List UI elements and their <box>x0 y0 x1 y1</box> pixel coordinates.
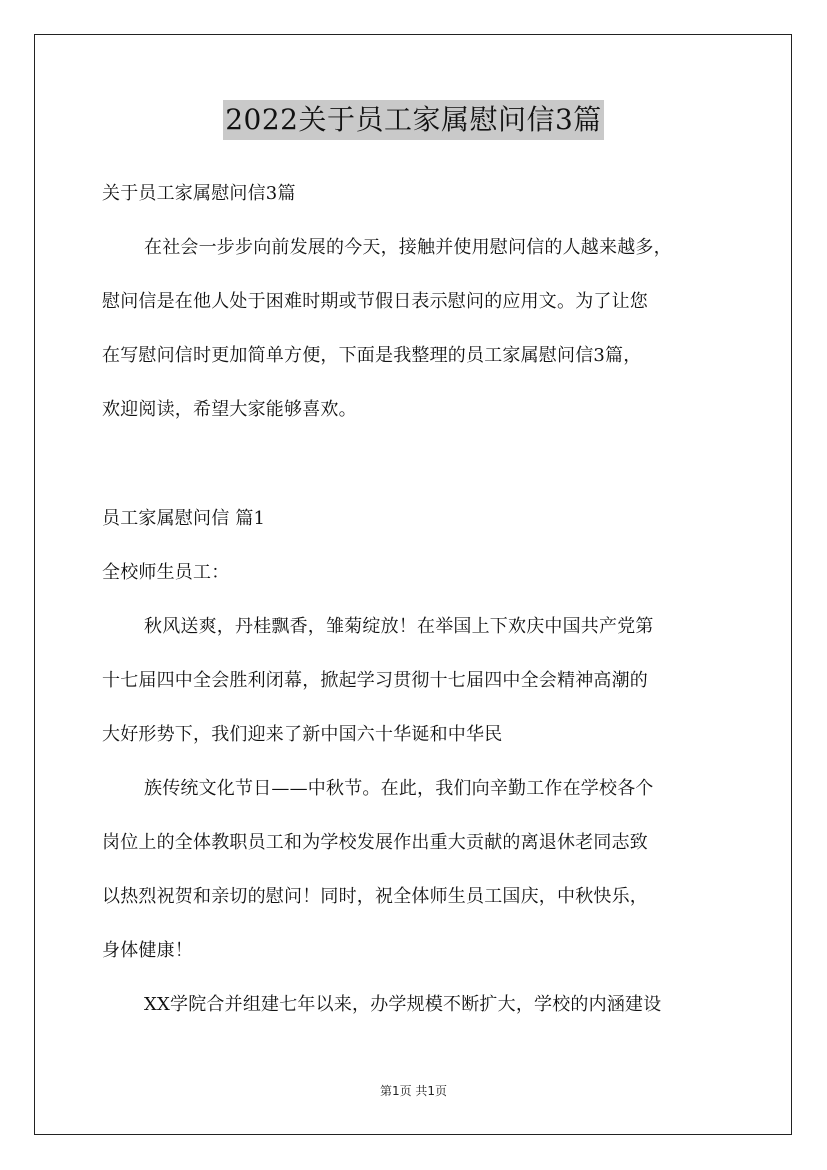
body-line: 身体健康！ <box>102 940 193 961</box>
intro-line: 欢迎阅读，希望大家能够喜欢。 <box>102 399 357 420</box>
page-footer: 第1页 共1页 <box>379 1084 448 1098</box>
salutation: 全校师生员工： <box>102 562 230 583</box>
body-line: 秋风送爽，丹桂飘香，雏菊绽放！在举国上下欢庆中国共产党第 <box>144 616 654 637</box>
intro-line: 慰问信是在他人处于困难时期或节假日表示慰问的应用文。为了让您 <box>102 291 648 312</box>
document-subtitle: 关于员工家属慰问信3篇 <box>102 183 296 204</box>
intro-line: 在写慰问信时更加简单方便，下面是我整理的员工家属慰问信3篇， <box>102 345 642 366</box>
intro-line: 在社会一步步向前发展的今天，接触并使用慰问信的人越来越多， <box>144 237 672 258</box>
section-heading: 员工家属慰问信 篇1 <box>102 508 266 529</box>
body-line: XX学院合并组建七年以来，办学规模不断扩大，学校的内涵建设 <box>144 994 662 1015</box>
body-line: 十七届四中全会胜利闭幕，掀起学习贯彻十七届四中全会精神高潮的 <box>102 670 648 691</box>
body-line: 岗位上的全体教职员工和为学校发展作出重大贡献的离退休老同志致 <box>102 832 648 853</box>
body-line: 以热烈祝贺和亲切的慰问！同时，祝全体师生员工国庆，中秋快乐， <box>102 886 648 907</box>
body-line: 族传统文化节日——中秋节。在此，我们向辛勤工作在学校各个 <box>144 778 654 799</box>
title-container <box>0 100 827 140</box>
document-title: 2022关于员工家属慰问信3篇 <box>223 100 604 140</box>
body-line: 大好形势下，我们迎来了新中国六十华诞和中华民 <box>102 724 503 745</box>
